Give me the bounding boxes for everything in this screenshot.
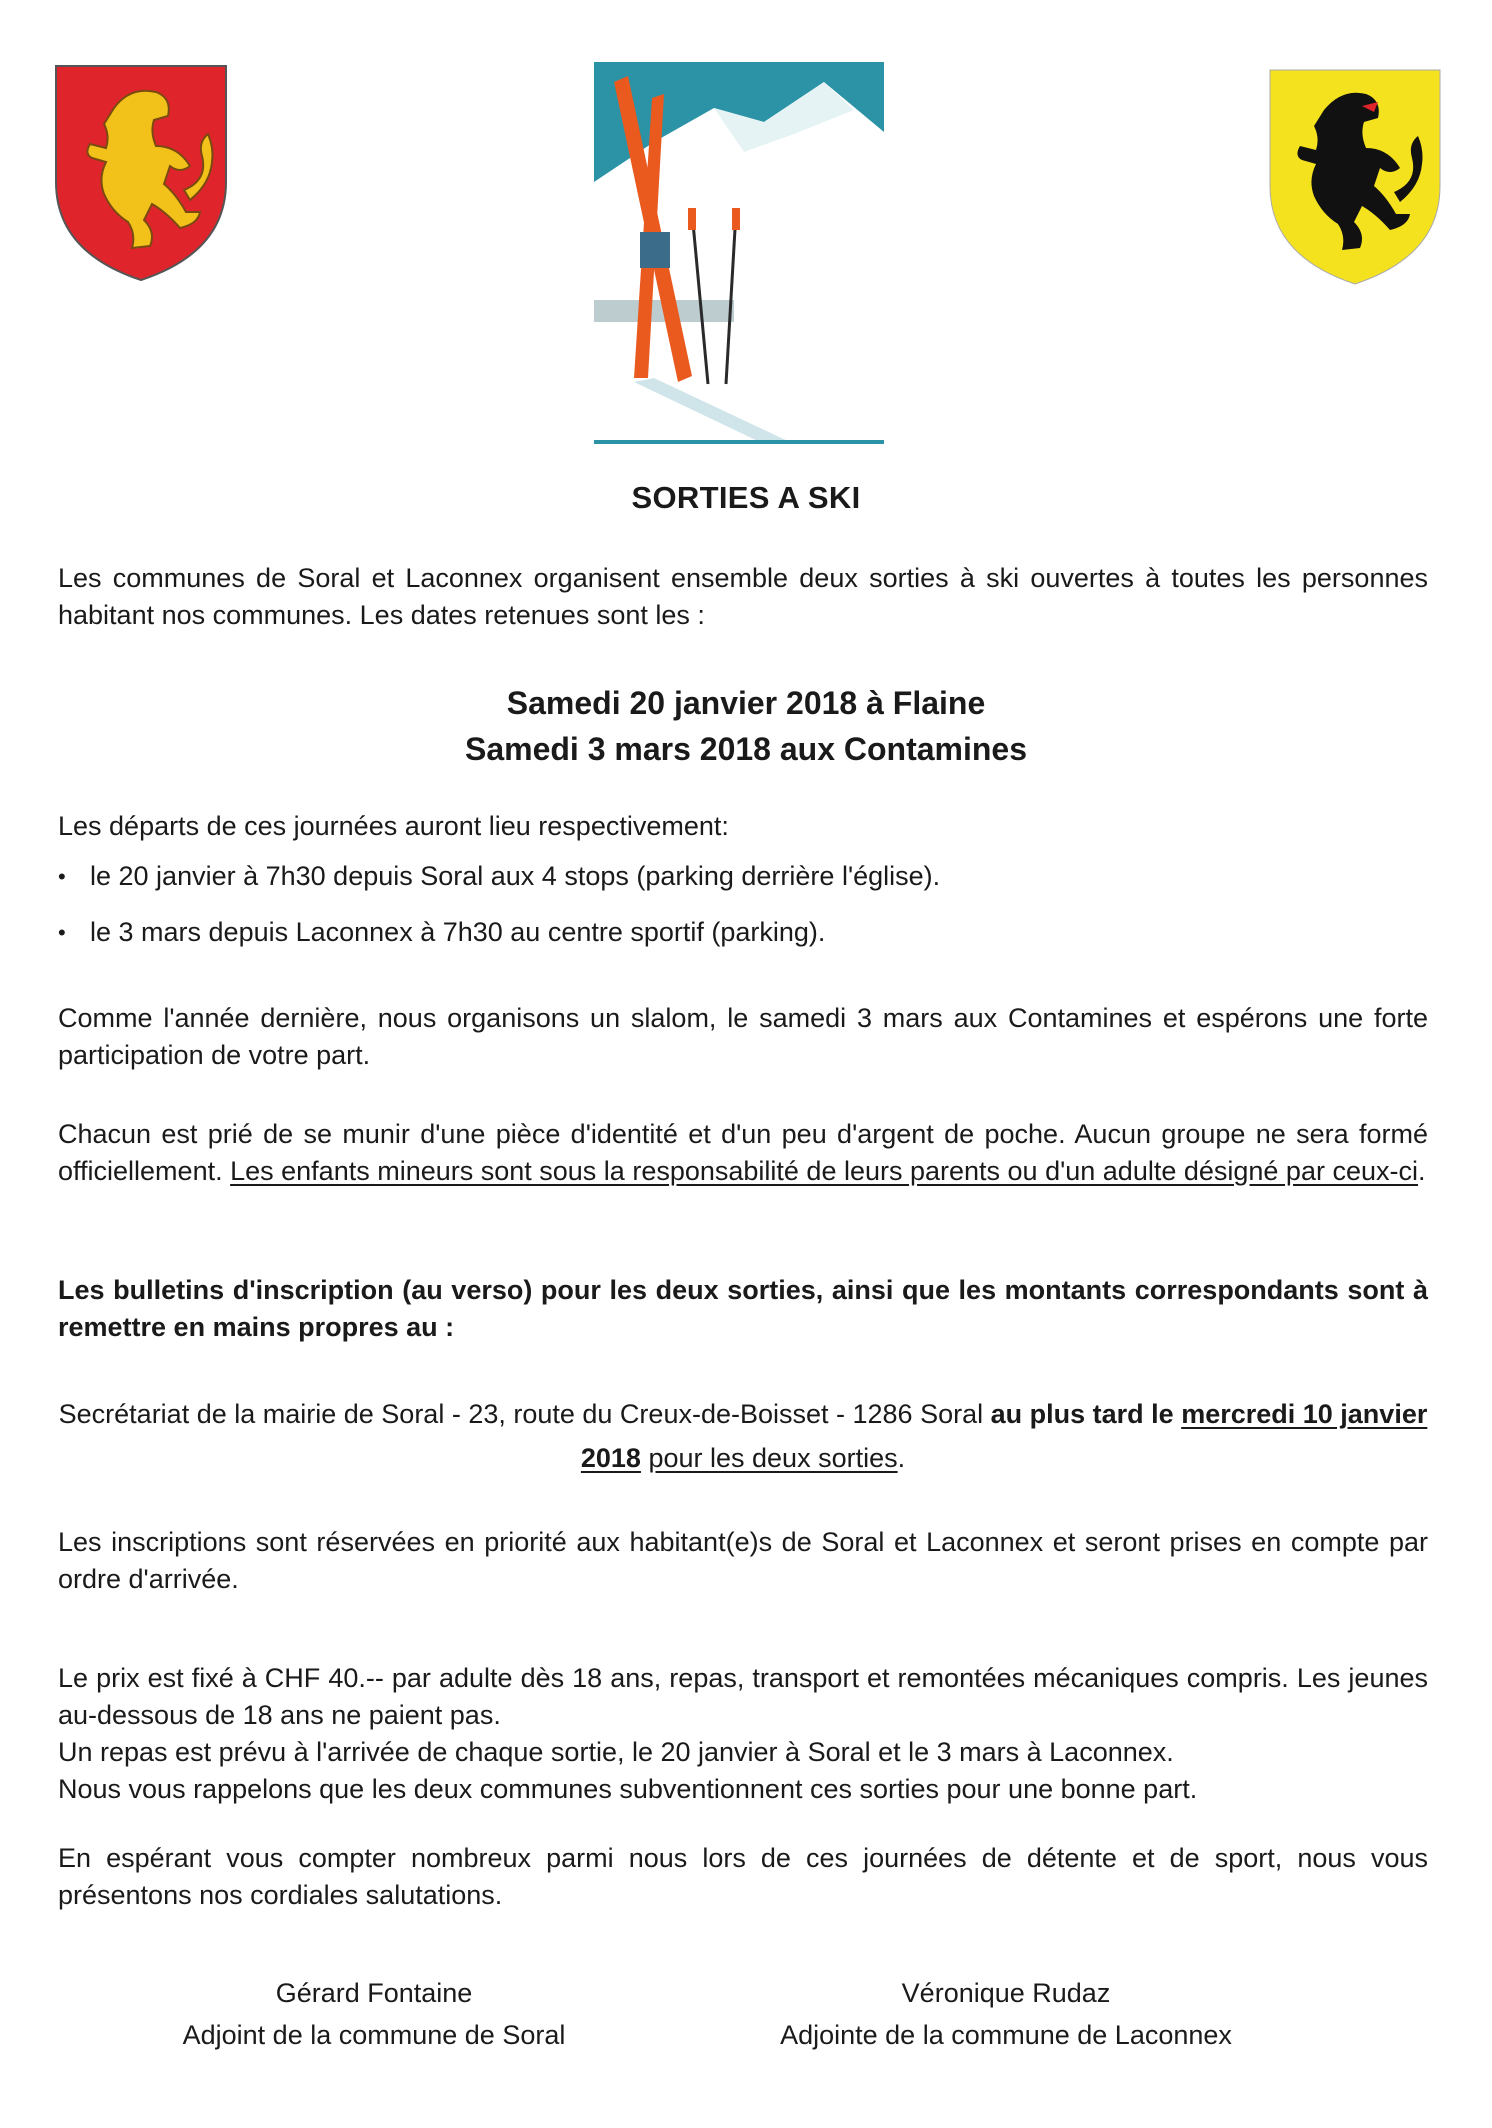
laconnex-coat-of-arms-icon [1266,66,1444,288]
bulletins-paragraph: Les bulletins d'inscription (au verso) pour les deux sorties, ainsi que les montants correspondants sont à remettre en mains propres au : [58,1275,1428,1342]
date-flaine: Samedi 20 janvier 2018 à Flaine [506,685,986,721]
signature-soral [94,1972,654,2056]
signatory-role: Adjoint de la commune de Soral [182,2020,566,2050]
deadline-suffix: pour les deux sorties [648,1443,898,1473]
identity-text: Chacun est prié de se munir d'une pièce d'identité et d'un peu d'argent de poche. Aucun groupe ne sera formé officiellement. [58,1119,1428,1186]
slalom-paragraph: Comme l'année dernière, nous organisons un slalom, le samedi 3 mars aux Contamines et espérons une forte participation de votre part. [58,1003,1428,1070]
price-paragraph [58,1660,1428,1808]
address-block: Secrétariat de la mairie de Soral - 23, route du Creux-de-Boisset - 1286 Soral au plus tard le mercredi 10 janvier 2018 pour les deux sorties. [58,1399,1428,1473]
meal-line: Un repas est prévu à l'arrivée de chaque sortie, le 20 janvier à Soral et le 3 mars à Laconnex. [58,1737,1174,1767]
minors-responsibility-text: Les enfants mineurs sont sous la responsabilité de leurs parents ou d'un adulte désigné par ceux-ci [230,1156,1418,1186]
list-item: • le 3 mars depuis Laconnex à 7h30 au centre sportif (parking). [58,914,1428,970]
priority-paragraph: Les inscriptions sont réservées en priorité aux habitant(e)s de Soral et Laconnex et seront prises en compte par ordre d'arrivée. [58,1527,1428,1594]
deadline-date: mercredi 10 janvier 2018 [580,1399,1428,1473]
date-contamines: Samedi 3 mars 2018 aux Contamines [464,731,1028,767]
closing-paragraph: En espérant vous compter nombreux parmi nous lors de ces journées de détente et de sport, nous vous présentons nos cordiales salutations. [58,1843,1428,1910]
departures-intro: Les départs de ces journées auront lieu respectivement: [58,811,729,841]
address-text: Secrétariat de la mairie de Soral - 23, route du Creux-de-Boisset - 1286 Soral [58,1399,984,1429]
price-line: Le prix est fixé à CHF 40.-- par adulte dès 18 ans, repas, transport et remontées mécaniques compris. Les jeunes au-dessous de 18 ans ne paient pas. [58,1663,1428,1730]
intro-paragraph: Les communes de Soral et Laconnex organisent ensemble deux sorties à ski ouvertes à toutes les personnes habitant nos communes. Les dates retenues sont les : [58,563,1428,630]
soral-coat-of-arms-icon [52,62,230,284]
identity-paragraph: Chacun est prié de se munir d'une pièce d'identité et d'un peu d'argent de poche. Aucun groupe ne sera formé officiellement. Les enfants mineurs sont sous la responsabilité de leurs parents ou d'un adulte désigné par ceux-ci. [58,1119,1428,1186]
ski-poster-image [594,62,884,444]
signature-laconnex [726,1972,1286,2056]
dates-block [0,680,1492,772]
list-item: • le 20 janvier à 7h30 depuis Soral aux 4 stops (parking derrière l'église). [58,858,1428,914]
signatory-role: Adjointe de la commune de Laconnex [780,2020,1232,2050]
signatory-name: Gérard Fontaine [275,1978,473,2008]
deadline-prefix: au plus tard le [990,1399,1174,1429]
signatory-name: Véronique Rudaz [901,1978,1111,2008]
subsidy-line: Nous vous rappelons que les deux communes subventionnent ces sorties pour une bonne part. [58,1774,1198,1804]
departures-list [58,858,1428,970]
document-title: SORTIES A SKI [631,480,861,515]
